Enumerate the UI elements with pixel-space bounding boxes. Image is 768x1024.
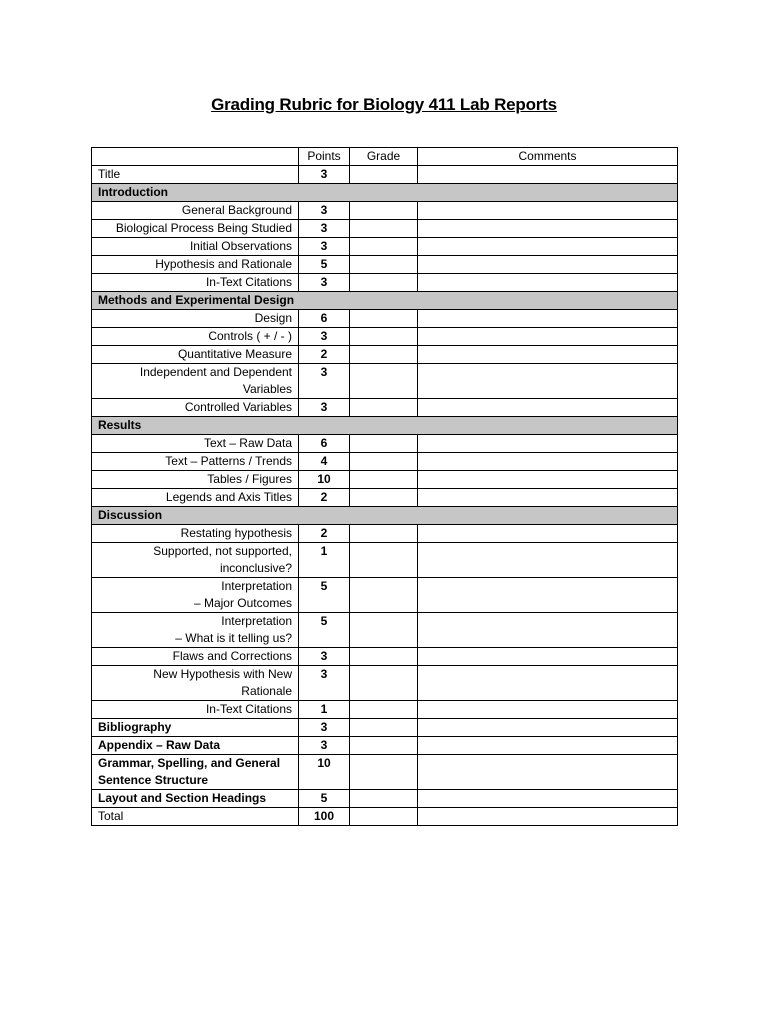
- points-value: 3: [299, 166, 350, 184]
- points-value: 10: [299, 755, 350, 790]
- section-row: [92, 417, 678, 435]
- grade-cell[interactable]: [350, 346, 418, 364]
- grade-cell[interactable]: [350, 435, 418, 453]
- comments-cell[interactable]: [418, 346, 678, 364]
- criterion-label: Legends and Axis Titles: [92, 489, 299, 507]
- grade-cell[interactable]: [350, 719, 418, 737]
- grade-cell[interactable]: [350, 471, 418, 489]
- points-value: 1: [299, 701, 350, 719]
- grade-cell[interactable]: [350, 543, 418, 578]
- criterion-label: [92, 613, 299, 648]
- criterion-label: Text – Raw Data: [92, 435, 299, 453]
- comments-cell[interactable]: [418, 755, 678, 790]
- comments-cell[interactable]: [418, 220, 678, 238]
- comments-cell[interactable]: [418, 238, 678, 256]
- page-title: Grading Rubric for Biology 411 Lab Reports: [211, 95, 557, 114]
- rubric-body: [92, 166, 678, 826]
- criterion-label: [92, 543, 299, 578]
- criterion-row: [92, 328, 678, 346]
- criterion-label-line: Interpretation: [221, 614, 292, 628]
- points-value: 3: [299, 274, 350, 292]
- grade-cell[interactable]: [350, 364, 418, 399]
- criterion-row: [92, 238, 678, 256]
- criterion-label-line: – Major Outcomes: [193, 596, 292, 610]
- criterion-label: Biological Process Being Studied: [92, 220, 299, 238]
- grade-cell[interactable]: [350, 274, 418, 292]
- criterion-label: Design: [92, 310, 299, 328]
- points-value: 5: [299, 790, 350, 808]
- criterion-row: [92, 648, 678, 666]
- grade-cell[interactable]: [350, 755, 418, 790]
- points-value: 3: [299, 737, 350, 755]
- criterion-row: [92, 701, 678, 719]
- criterion-label: Total: [92, 808, 299, 826]
- criterion-label-line: inconclusive?: [219, 561, 292, 575]
- grade-cell[interactable]: [350, 489, 418, 507]
- comments-cell[interactable]: [418, 578, 678, 613]
- comments-cell[interactable]: [418, 471, 678, 489]
- criterion-row: [92, 578, 678, 613]
- points-value: 3: [299, 238, 350, 256]
- points-header: Points: [299, 148, 350, 166]
- criterion-row: [92, 220, 678, 238]
- criterion-label: Restating hypothesis: [92, 525, 299, 543]
- criterion-row: [92, 489, 678, 507]
- comments-cell[interactable]: [418, 399, 678, 417]
- grade-cell[interactable]: [350, 701, 418, 719]
- criterion-row: [92, 310, 678, 328]
- section-row: [92, 184, 678, 202]
- points-value: 3: [299, 399, 350, 417]
- comments-cell[interactable]: [418, 666, 678, 701]
- comments-cell[interactable]: [418, 453, 678, 471]
- points-value: 1: [299, 543, 350, 578]
- criterion-row: [92, 399, 678, 417]
- criterion-label: Flaws and Corrections: [92, 648, 299, 666]
- grade-cell[interactable]: [350, 790, 418, 808]
- comments-cell[interactable]: [418, 310, 678, 328]
- points-value: 10: [299, 471, 350, 489]
- criterion-label-line: Independent and Dependent: [139, 365, 292, 379]
- grade-cell[interactable]: [350, 238, 418, 256]
- criterion-row: [92, 453, 678, 471]
- comments-header: Comments: [418, 148, 678, 166]
- comments-cell[interactable]: [418, 737, 678, 755]
- criterion-label: Title: [92, 166, 299, 184]
- comments-cell[interactable]: [418, 543, 678, 578]
- grade-cell[interactable]: [350, 166, 418, 184]
- comments-cell[interactable]: [418, 790, 678, 808]
- grade-cell[interactable]: [350, 399, 418, 417]
- grade-cell[interactable]: [350, 648, 418, 666]
- criterion-row: [92, 435, 678, 453]
- header-row: [92, 148, 678, 166]
- criterion-label: [92, 666, 299, 701]
- criterion-label-line: Variables: [242, 382, 292, 396]
- criterion-row: [92, 719, 678, 737]
- rubric-table: [91, 147, 678, 826]
- criterion-label: Text – Patterns / Trends: [92, 453, 299, 471]
- points-value: 5: [299, 256, 350, 274]
- criterion-label-line: Interpretation: [221, 579, 292, 593]
- points-value: 3: [299, 220, 350, 238]
- grade-cell[interactable]: [350, 256, 418, 274]
- criterion-row: [92, 808, 678, 826]
- points-value: 100: [299, 808, 350, 826]
- criterion-label: Controls ( + / - ): [92, 328, 299, 346]
- criterion-row: [92, 543, 678, 578]
- criterion-label: Layout and Section Headings: [92, 790, 299, 808]
- grade-cell[interactable]: [350, 310, 418, 328]
- criterion-row: [92, 364, 678, 399]
- criterion-label: [92, 364, 299, 399]
- comments-cell[interactable]: [418, 328, 678, 346]
- criterion-row: [92, 755, 678, 790]
- criterion-row: [92, 790, 678, 808]
- criterion-label: Hypothesis and Rationale: [92, 256, 299, 274]
- grade-cell[interactable]: [350, 202, 418, 220]
- points-value: 3: [299, 364, 350, 399]
- criterion-label-line: Rationale: [241, 684, 292, 698]
- criterion-label: [92, 578, 299, 613]
- comments-cell[interactable]: [418, 613, 678, 648]
- grade-cell[interactable]: [350, 328, 418, 346]
- criterion-label: In-Text Citations: [92, 274, 299, 292]
- section-label: Results: [92, 417, 678, 435]
- points-value: 3: [299, 648, 350, 666]
- points-value: 2: [299, 525, 350, 543]
- comments-cell[interactable]: [418, 435, 678, 453]
- points-value: 3: [299, 202, 350, 220]
- comments-cell[interactable]: [418, 166, 678, 184]
- criterion-label-line: Grammar, Spelling, and General: [98, 756, 281, 770]
- section-label: Methods and Experimental Design: [92, 292, 678, 310]
- criterion-header: [92, 148, 299, 166]
- criterion-row: [92, 274, 678, 292]
- points-value: 6: [299, 435, 350, 453]
- criterion-row: [92, 737, 678, 755]
- comments-cell[interactable]: [418, 489, 678, 507]
- comments-cell[interactable]: [418, 274, 678, 292]
- criterion-label: General Background: [92, 202, 299, 220]
- criterion-row: [92, 256, 678, 274]
- section-row: [92, 292, 678, 310]
- section-label: Introduction: [92, 184, 678, 202]
- points-value: 5: [299, 578, 350, 613]
- criterion-label: Appendix – Raw Data: [92, 737, 299, 755]
- criterion-label-line: Sentence Structure: [98, 773, 209, 787]
- grade-cell[interactable]: [350, 578, 418, 613]
- criterion-label-line: New Hypothesis with New: [153, 667, 292, 681]
- section-label: Discussion: [92, 507, 678, 525]
- criterion-row: [92, 613, 678, 648]
- comments-cell[interactable]: [418, 364, 678, 399]
- comments-cell[interactable]: [418, 719, 678, 737]
- points-value: 2: [299, 346, 350, 364]
- criterion-label: [92, 755, 299, 790]
- grade-cell[interactable]: [350, 737, 418, 755]
- comments-cell[interactable]: [418, 701, 678, 719]
- points-value: 4: [299, 453, 350, 471]
- comments-cell[interactable]: [418, 202, 678, 220]
- criterion-row: [92, 666, 678, 701]
- grade-header: Grade: [350, 148, 418, 166]
- criterion-label-line: Supported, not supported,: [153, 544, 292, 558]
- grade-cell[interactable]: [350, 613, 418, 648]
- criterion-label: In-Text Citations: [92, 701, 299, 719]
- grade-cell[interactable]: [350, 453, 418, 471]
- criterion-label: Tables / Figures: [92, 471, 299, 489]
- points-value: 3: [299, 719, 350, 737]
- points-value: 5: [299, 613, 350, 648]
- grade-cell[interactable]: [350, 525, 418, 543]
- points-value: 3: [299, 328, 350, 346]
- comments-cell[interactable]: [418, 525, 678, 543]
- criterion-label: Initial Observations: [92, 238, 299, 256]
- criterion-row: [92, 471, 678, 489]
- comments-cell[interactable]: [418, 256, 678, 274]
- criterion-label: Controlled Variables: [92, 399, 299, 417]
- points-value: 2: [299, 489, 350, 507]
- criterion-label: Bibliography: [92, 719, 299, 737]
- grade-cell[interactable]: [350, 220, 418, 238]
- criterion-row: [92, 525, 678, 543]
- points-value: 3: [299, 666, 350, 701]
- section-row: [92, 507, 678, 525]
- grade-cell[interactable]: [350, 808, 418, 826]
- criterion-row: [92, 166, 678, 184]
- grade-cell[interactable]: [350, 666, 418, 701]
- comments-cell[interactable]: [418, 648, 678, 666]
- criterion-row: [92, 346, 678, 364]
- comments-cell[interactable]: [418, 808, 678, 826]
- criterion-label: Quantitative Measure: [92, 346, 299, 364]
- criterion-label-line: – What is it telling us?: [175, 631, 292, 645]
- points-value: 6: [299, 310, 350, 328]
- criterion-row: [92, 202, 678, 220]
